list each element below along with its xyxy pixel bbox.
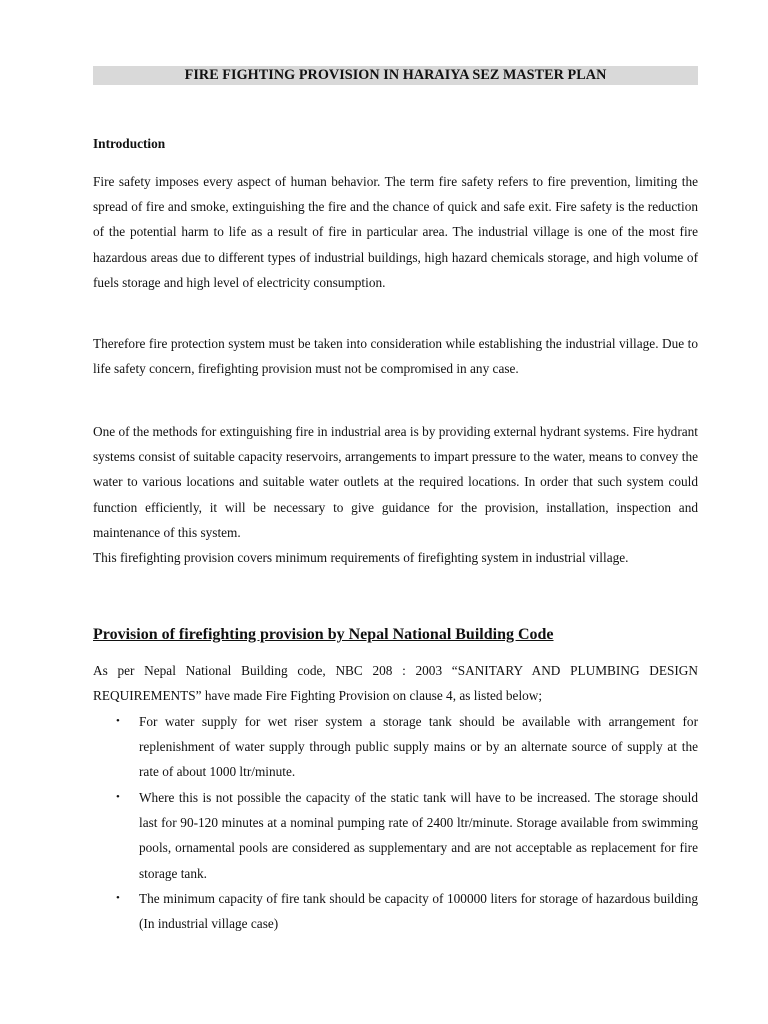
nbc-requirements-list xyxy=(93,709,698,936)
document-title: FIRE FIGHTING PROVISION IN HARAIYA SEZ MASTER PLAN xyxy=(93,66,698,85)
list-item xyxy=(93,709,698,785)
paragraph-scope: This firefighting provision covers minimum requirements of firefighting system in industrial village. xyxy=(93,550,629,565)
list-item-text: Where this is not possible the capacity of the static tank will have to be increased. The storage should last for 90-120 minutes at a nominal pumping rate of 2400 ltr/minute. Storage available from swimming pools, ornamental pools are considered as supplementary and are not acceptable as replacement for fire storage tank. xyxy=(139,790,698,881)
paragraph-fire-protection: Therefore fire protection system must be taken into consideration while establishing the industrial village. Due to life safety concern, firefighting provision must not be compromised in any case. xyxy=(93,336,698,377)
list-item xyxy=(93,785,698,886)
section-heading-nbc: Provision of firefighting provision by Nepal National Building Code xyxy=(93,626,554,643)
list-item-text: The minimum capacity of fire tank should be capacity of 100000 liters for storage of hazardous building (In industrial village case) xyxy=(139,891,698,932)
paragraph-hydrant-systems: One of the methods for extinguishing fire in industrial area is by providing external hydrant systems. Fire hydrant systems consist of suitable capacity reservoirs, arrangements to impart pressure to the water, means to convey the water to various locations and suitable water outlets at the required locations. In order that such system could function efficiently, it will be necessary to give guidance for the provision, installation, inspection and maintenance of this system. xyxy=(93,424,698,540)
paragraph-nbc-intro: As per Nepal National Building code, NBC 208 : 2003 “SANITARY AND PLUMBING DESIGN REQUIREMENTS” have made Fire Fighting Provision on clause 4, as listed below; xyxy=(93,663,698,704)
bullet-icon: • xyxy=(116,791,120,803)
introduction-heading: Introduction xyxy=(93,136,166,151)
paragraph-fire-safety: Fire safety imposes every aspect of human behavior. The term fire safety refers to fire prevention, limiting the spread of fire and smoke, extinguishing the fire and the chance of quick and safe exit. Fire safety is the reduction of the potential harm to life as a result of fire in particular area. The industrial village is one of the most fire hazardous areas due to different types of industrial buildings, high hazard chemicals storage, and high volume of fuels storage and high level of electricity consumption. xyxy=(93,174,698,290)
list-item-text: For water supply for wet riser system a storage tank should be available with arrangement for replenishment of water supply through public supply mains or by an alternate source of supply at the rate of about 1000 ltr/minute. xyxy=(139,714,698,780)
bullet-icon: • xyxy=(116,715,120,727)
list-item xyxy=(93,886,698,936)
bullet-icon: • xyxy=(116,892,120,904)
